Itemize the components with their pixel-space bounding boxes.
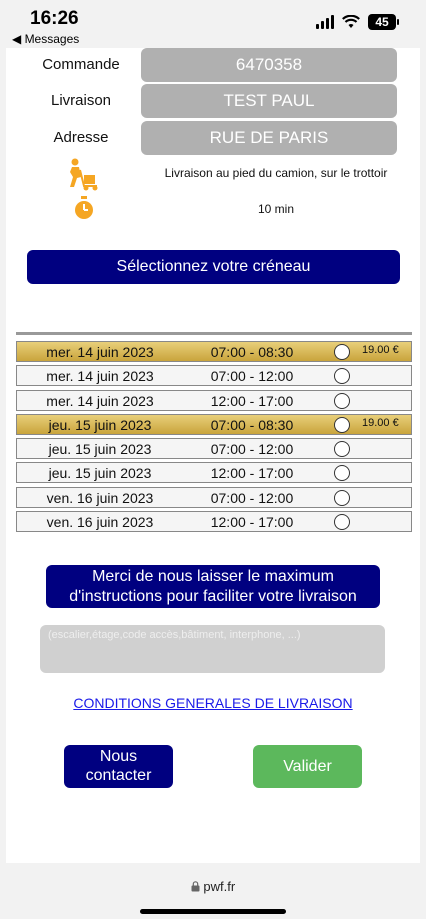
commande-value: 6470358: [141, 48, 397, 82]
timer-icon: [72, 196, 96, 220]
status-bar: [0, 0, 426, 48]
slot-row[interactable]: [16, 365, 412, 386]
slot-time: 12:00 - 17:00: [210, 514, 294, 531]
slot-row[interactable]: [16, 462, 412, 483]
home-indicator[interactable]: [140, 909, 286, 914]
status-time: 16:26: [30, 8, 79, 29]
slot-radio[interactable]: [334, 441, 350, 457]
slot-date: mer. 14 juin 2023: [46, 344, 154, 360]
slot-date: mer. 14 juin 2023: [46, 392, 154, 409]
slot-radio[interactable]: [334, 344, 350, 360]
slot-radio[interactable]: [334, 465, 350, 481]
delivery-mode-text: Livraison au pied du camion, sur le trottoir: [164, 166, 388, 180]
slot-time: 12:00 - 17:00: [210, 465, 294, 482]
back-to-messages-link[interactable]: ◀ Messages: [12, 32, 80, 46]
commande-row: [6, 48, 420, 82]
instructions-input[interactable]: [40, 625, 385, 673]
slot-radio[interactable]: [334, 393, 350, 409]
slot-row[interactable]: [16, 414, 412, 435]
duration-text: 10 min: [257, 202, 295, 216]
signal-icon: [316, 15, 334, 29]
slot-row[interactable]: [16, 341, 412, 362]
slot-radio[interactable]: [334, 417, 350, 433]
url-bar[interactable]: [0, 879, 426, 894]
slot-radio[interactable]: [334, 514, 350, 530]
livraison-row: [6, 84, 420, 118]
slot-date: jeu. 15 juin 2023: [48, 441, 152, 458]
slot-list-divider: [16, 332, 412, 335]
validate-button[interactable]: Valider: [253, 745, 362, 788]
slot-price: 19.00 €: [362, 416, 399, 429]
contact-button-line2: contacter: [85, 767, 152, 784]
slot-time: 07:00 - 12:00: [210, 489, 294, 506]
commande-label: Commande: [42, 56, 120, 73]
livraison-label: Livraison: [50, 92, 112, 109]
delivery-page: [6, 48, 420, 863]
adresse-row: [6, 121, 420, 155]
slot-date: ven. 16 juin 2023: [46, 489, 154, 506]
slot-date: jeu. 15 juin 2023: [48, 416, 152, 433]
instructions-title: [46, 565, 380, 608]
browser-bottom-bar: [0, 863, 426, 919]
livraison-value: TEST PAUL: [141, 84, 397, 118]
status-icons: [316, 14, 396, 30]
slot-row[interactable]: [16, 390, 412, 411]
contact-button-line1: Nous: [99, 748, 138, 765]
adresse-label: Adresse: [53, 129, 109, 146]
url-text: pwf.fr: [203, 879, 236, 894]
lock-icon: [191, 881, 200, 892]
instructions-title-line2: d'instructions pour faciliter votre livraison: [69, 588, 357, 605]
slot-time: 07:00 - 12:00: [210, 368, 294, 385]
battery-icon: 45: [368, 14, 396, 30]
slot-date: mer. 14 juin 2023: [46, 368, 154, 385]
wifi-icon: [342, 15, 360, 29]
slot-radio[interactable]: [334, 368, 350, 384]
slot-row[interactable]: [16, 438, 412, 459]
slot-row[interactable]: [16, 511, 412, 532]
slot-time: 07:00 - 12:00: [210, 441, 294, 458]
delivery-person-icon: [64, 158, 102, 192]
slot-time: 07:00 - 08:30: [210, 344, 294, 360]
adresse-value: RUE DE PARIS: [141, 121, 397, 155]
slot-price: 19.00 €: [362, 344, 399, 356]
slot-date: ven. 16 juin 2023: [46, 514, 154, 531]
cgv-link[interactable]: CONDITIONS GENERALES DE LIVRAISON: [73, 695, 353, 711]
slot-date: jeu. 15 juin 2023: [48, 465, 152, 482]
instructions-title-line1: Merci de nous laisser le maximum: [92, 568, 334, 585]
slot-row[interactable]: [16, 487, 412, 508]
select-slot-button[interactable]: Sélectionnez votre créneau: [27, 250, 400, 284]
slot-list: [16, 332, 412, 535]
contact-button[interactable]: [64, 745, 173, 788]
slot-time: 07:00 - 08:30: [210, 416, 294, 433]
slot-radio[interactable]: [334, 490, 350, 506]
slot-time: 12:00 - 17:00: [210, 392, 294, 409]
